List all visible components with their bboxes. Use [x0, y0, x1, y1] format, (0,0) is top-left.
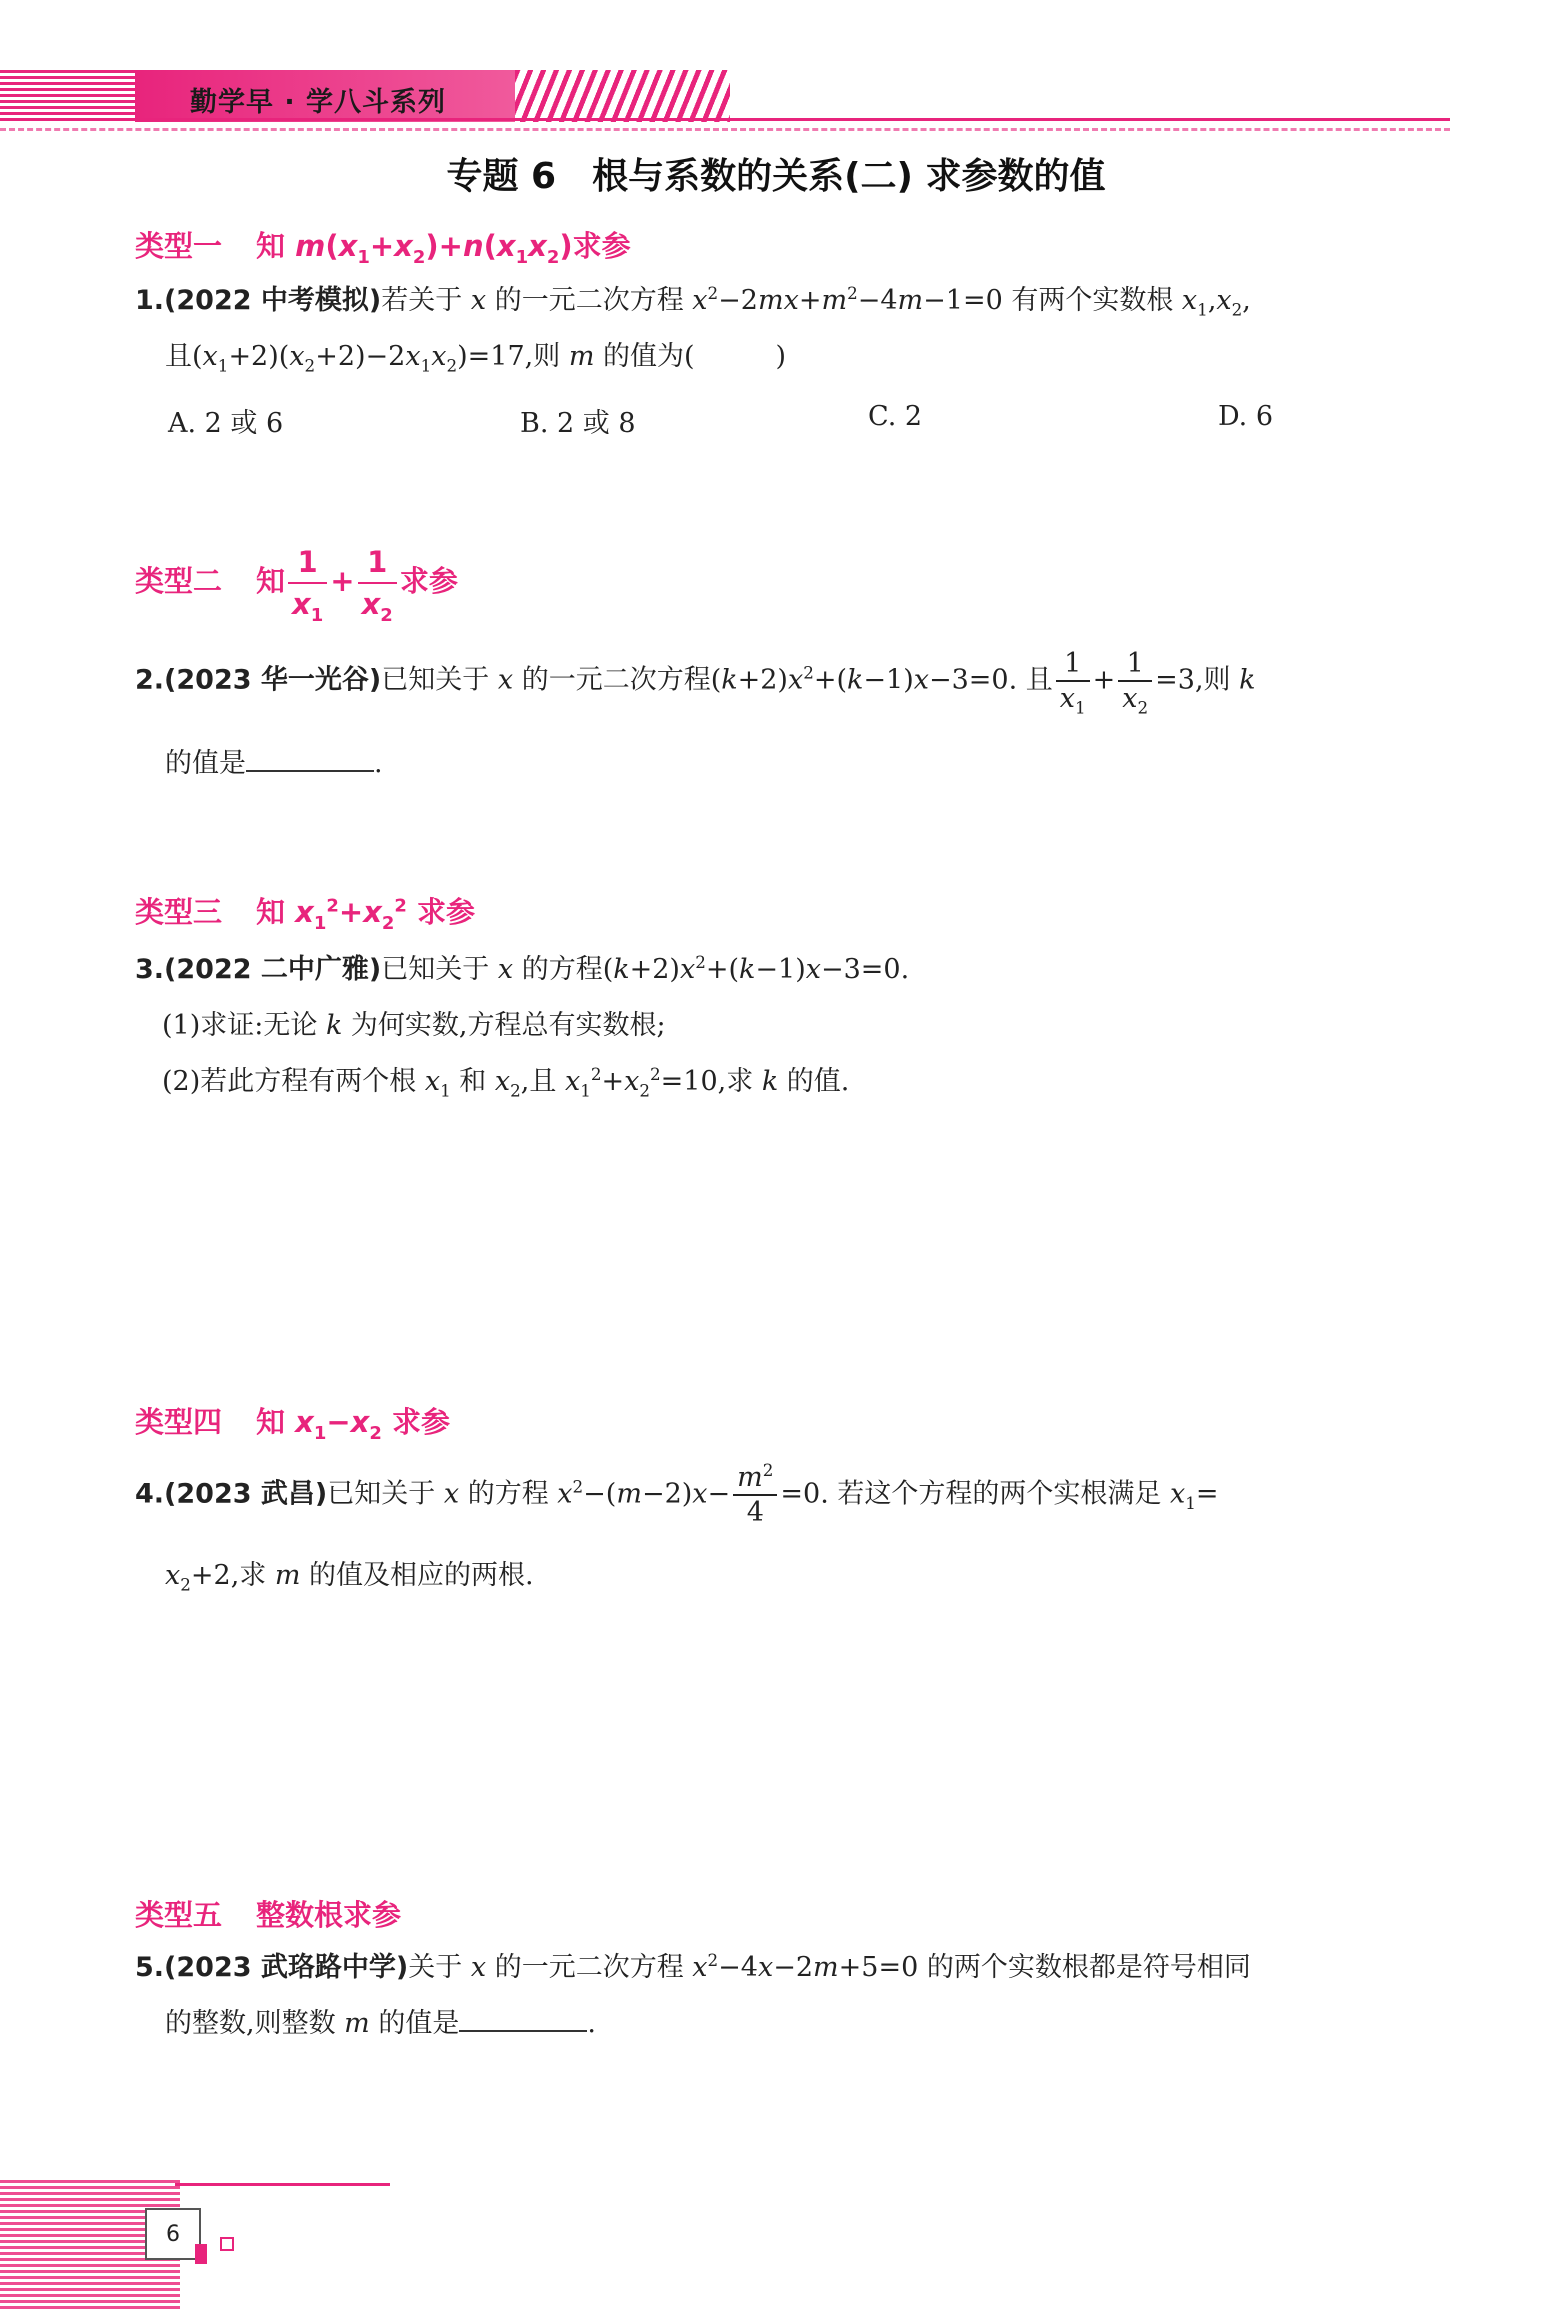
- question-1-line-2: 且$(x_1+2)(x_2+2)-2x_1x_2)=17$,则 m 的值为( ): [165, 341, 787, 376]
- option-d: D. 6: [1218, 401, 1274, 432]
- question-3-line-1: 3.(2022 二中广雅)已知关于 x 的方程$(k+2)x^2+(k-1)x-3=0$.: [135, 952, 910, 985]
- question-4-line-2: $x_2+2$,求 m 的值及相应的两根.: [165, 1560, 534, 1595]
- option-c: C. 2: [868, 401, 923, 432]
- question-2-line-2: 的值是 .: [165, 748, 383, 779]
- question-5-line-2: 的整数,则整数 m 的值是 .: [165, 2008, 596, 2039]
- section-heading-4: 类型四 知 $x_1-x_2$ 求参: [135, 1405, 451, 1444]
- footer-square-icon: [220, 2237, 234, 2251]
- header-rule: [130, 118, 1450, 121]
- section-heading-5: 类型五 整数根求参: [135, 1898, 402, 1932]
- answer-blank-2[interactable]: [246, 770, 374, 772]
- question-1-line-1: 1.(2022 中考模拟)若关于 x 的一元二次方程 $x^2-2mx+m^2-4m-1=0$ 有两个实数根 $x_1,x_2$,: [135, 283, 1251, 320]
- footer-rule: [175, 2183, 390, 2186]
- option-b: B. 2 或 8: [520, 408, 636, 439]
- question-3-part-1: (1)求证:无论 k 为何实数,方程总有实数根;: [162, 1010, 666, 1041]
- header-stripes-right: [515, 70, 730, 122]
- option-a: A. 2 或 6: [168, 408, 284, 439]
- page-title: 专题 6 根与系数的关系(二) 求参数的值: [446, 156, 1106, 197]
- question-2-line-1: 2.(2023 华一光谷)已知关于 x 的一元二次方程$(k+2)x^2+(k-1)x-3=0$. 且 $\frac{1}{x_1}$ + $\frac{1}{x_2}$ =3,则 k: [135, 648, 1256, 718]
- header-stripes-left: [0, 70, 135, 122]
- question-3-part-2: (2)若此方程有两个根 $x_1$ 和 $x_2$,且 $x_1^2+x_2^2=10$,求 k 的值.: [162, 1064, 850, 1101]
- section-heading-1: 类型一 知 $m(x_1+x_2)+n(x_1x_2)$求参: [135, 229, 631, 268]
- section-heading-3: 类型三 知 $x_1^2+x_2^2$ 求参: [135, 895, 476, 934]
- header-dashed-rule: [0, 128, 1450, 131]
- series-label: 勤学早 · 学八斗系列: [190, 87, 447, 118]
- section-heading-2: 类型二 知 $\frac{1}{x_1}$ + $\frac{1}{x_2}$ 求参: [135, 545, 458, 626]
- question-4-line-1: 4.(2023 武昌)已知关于 x 的方程 $x^2-(m-2)x-$ $\frac{m^2}{4}$ =0. 若这个方程的两个实根满足 $x_1=$: [135, 1460, 1219, 1528]
- footer-corner-mark: [195, 2244, 207, 2264]
- page-number: 6: [145, 2208, 201, 2260]
- question-5-line-1: 5.(2023 武珞路中学)关于 x 的一元二次方程 $x^2-4x-2m+5=0$ 的两个实数根都是符号相同: [135, 1950, 1251, 1983]
- answer-blank-5[interactable]: [459, 2030, 587, 2032]
